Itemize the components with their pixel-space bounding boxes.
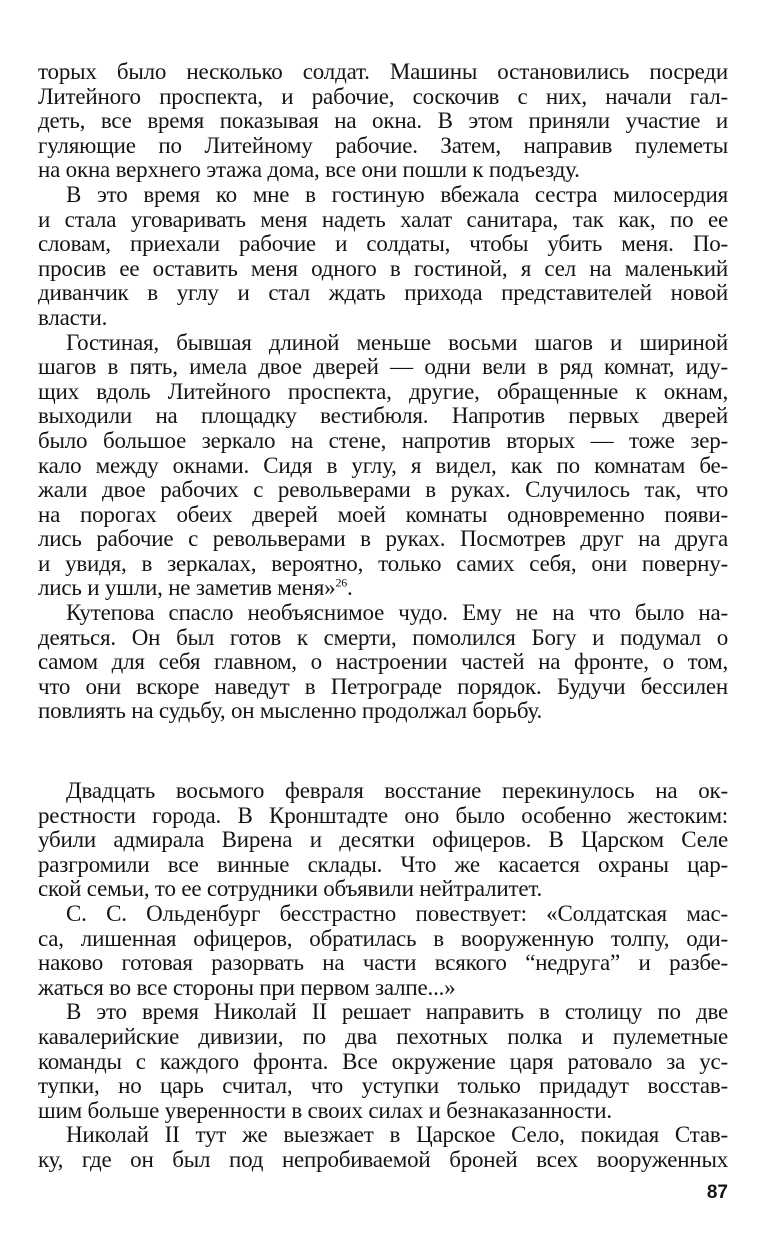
- line-text: В это время ко мне в гостиную вбежала сестра милосердия: [66, 181, 728, 207]
- line-text: шим больше уверенности в своих силах и безнаказанности.: [38, 1097, 612, 1123]
- paragraph: [38, 331, 728, 602]
- line-text: ку, где он был под непробиваемой броней всех вооруженных: [38, 1146, 728, 1172]
- line-text: Николай II тут же выезжает в Царское Село, покидая Став-: [66, 1122, 728, 1148]
- text-line: [38, 877, 728, 902]
- line-text: ской семьи, то ее сотрудники объявили нейтралитет.: [38, 876, 543, 902]
- line-text: и увидя, в зеркалах, вероятно, только самих себя, они поверну-: [38, 550, 728, 576]
- text-line: [38, 355, 728, 380]
- text-line: [38, 306, 728, 331]
- line-text: жали двое рабочих с револьверами в руках. Случилось так, что: [38, 477, 728, 503]
- line-text: что они вскоре наведут в Петрограде порядок. Будучи бессилен: [38, 673, 728, 699]
- line-text: на порогах обеих дверей моей комнаты одновременно появи-: [38, 501, 728, 527]
- line-text: торых было несколько солдат. Машины остановились посреди: [38, 59, 728, 84]
- line-text: гуляющие по Литейному рабочие. Затем, направив пулеметы: [38, 132, 728, 158]
- line-text: разгромили все винные склады. Что же касается охраны цар-: [38, 851, 728, 877]
- text-line: [38, 927, 728, 952]
- paragraph: [38, 779, 728, 902]
- paragraph: [38, 1000, 728, 1123]
- text-line: [38, 1074, 728, 1099]
- text-line: [38, 601, 728, 626]
- line-text: деяться. Он был готов к смерти, помолился Богу и подумал о: [38, 624, 728, 650]
- text-line: [38, 158, 728, 183]
- text-line: [38, 626, 728, 651]
- line-text: жаться во все стороны при первом залпе...»: [38, 974, 456, 1000]
- text-line: [38, 1099, 728, 1124]
- text-line: [38, 576, 728, 601]
- text-line: [38, 404, 728, 429]
- line-text: самом для себя главном, о настроении частей на фронте, о том,: [38, 649, 728, 675]
- punctuation: .: [347, 575, 353, 601]
- line-text: са, лишенная офицеров, обратилась в вооруженную толпу, оди-: [38, 925, 728, 951]
- line-text: повлиять на судьбу, он мысленно продолжал борьбу.: [38, 698, 543, 724]
- text-line: [38, 828, 728, 853]
- text-line: [38, 853, 728, 878]
- text-line: [38, 779, 728, 804]
- text-line: [38, 902, 728, 927]
- line-text: Литейного проспекта, и рабочие, соскочив с них, начали гал-: [38, 83, 728, 109]
- text-line: [38, 1148, 728, 1173]
- text-line: [38, 380, 728, 405]
- line-text: кавалерийские дивизии, по два пехотных полка и пулеметные: [38, 1023, 728, 1049]
- line-text: кало между окнами. Сидя в углу, я видел, как по комнатам бе-: [38, 452, 728, 478]
- text-line: [38, 527, 728, 552]
- line-text: Кутепова спасло необъяснимое чудо. Ему не на что было на-: [66, 600, 728, 626]
- text-line: [38, 804, 728, 829]
- paragraph: [38, 60, 728, 183]
- text-line: [38, 503, 728, 528]
- text-line: [38, 976, 728, 1001]
- line-text: В это время Николай II решает направить в столицу по две: [66, 999, 728, 1025]
- text-line: [38, 281, 728, 306]
- paragraph: [38, 183, 728, 331]
- text-line: [38, 134, 728, 159]
- text-line: [38, 60, 728, 85]
- line-text: С. С. Ольденбург бесстрастно повествует: «Солдатская мас-: [66, 900, 728, 926]
- text-line: [38, 552, 728, 577]
- text-line: [38, 232, 728, 257]
- text-line: [38, 699, 728, 724]
- line-text: Двадцать восьмого февраля восстание перекинулось на ок-: [66, 778, 728, 803]
- line-text: диванчик в углу и стал ждать прихода представителей новой: [38, 280, 728, 306]
- text-block-lower: [38, 779, 728, 1173]
- line-text: рестности города. В Кронштадте оно было особенно жестоким:: [38, 802, 728, 828]
- line-text: словам, приехали рабочие и солдаты, чтобы убить меня. По-: [38, 231, 728, 257]
- paragraph: [38, 1123, 728, 1172]
- line-text: лись и ушли, не заметив меня»: [38, 575, 336, 601]
- text-block-upper: [38, 60, 728, 724]
- footnote-marker[interactable]: 26: [335, 575, 348, 590]
- text-line: [38, 109, 728, 134]
- line-text: просив ее оставить меня одного в гостиной, я сел на маленький: [38, 255, 728, 281]
- line-text: щих вдоль Литейного проспекта, другие, обращенные к окнам,: [38, 378, 728, 404]
- text-line: [38, 429, 728, 454]
- line-text: власти.: [38, 304, 108, 330]
- paragraph: [38, 902, 728, 1000]
- text-line: [38, 454, 728, 479]
- text-line: [38, 183, 728, 208]
- line-text: деть, все время показывая на окна. В этом приняли участие и: [38, 108, 728, 134]
- line-text: Гостиная, бывшая длиной меньше восьми шагов и шириной: [66, 329, 728, 355]
- paragraph: [38, 601, 728, 724]
- text-line: [38, 331, 728, 356]
- page-number: 87: [706, 1182, 728, 1203]
- line-text: шагов в пять, имела двое дверей — одни вели в ряд комнат, иду-: [38, 354, 728, 380]
- text-line: [38, 1123, 728, 1148]
- text-line: [38, 1050, 728, 1075]
- text-line: [38, 85, 728, 110]
- line-text: наково готовая разорвать на части всякого “недруга” и разбе-: [38, 950, 728, 976]
- text-line: [38, 1025, 728, 1050]
- text-line: [38, 208, 728, 233]
- line-text: лись рабочие с револьверами в руках. Посмотрев друг на друга: [38, 526, 728, 552]
- text-line: [38, 675, 728, 700]
- line-text: убили адмирала Вирена и десятки офицеров. В Царском Селе: [38, 827, 728, 853]
- line-text: выходили на площадку вестибюля. Напротив первых дверей: [38, 403, 728, 429]
- line-text: команды с каждого фронта. Все окружение царя ратовало за ус-: [38, 1048, 728, 1074]
- text-line: [38, 1000, 728, 1025]
- line-text: было большое зеркало на стене, напротив вторых — тоже зер-: [38, 427, 728, 453]
- text-line: [38, 478, 728, 503]
- line-text: и стала уговаривать меня надеть халат санитара, так как, по ее: [38, 206, 728, 232]
- text-line: [38, 257, 728, 282]
- line-text: на окна верхнего этажа дома, все они пошли к подъезду.: [38, 157, 580, 183]
- line-text: тупки, но царь считал, что уступки только придадут восстав-: [38, 1073, 728, 1099]
- text-line: [38, 951, 728, 976]
- text-line: [38, 650, 728, 675]
